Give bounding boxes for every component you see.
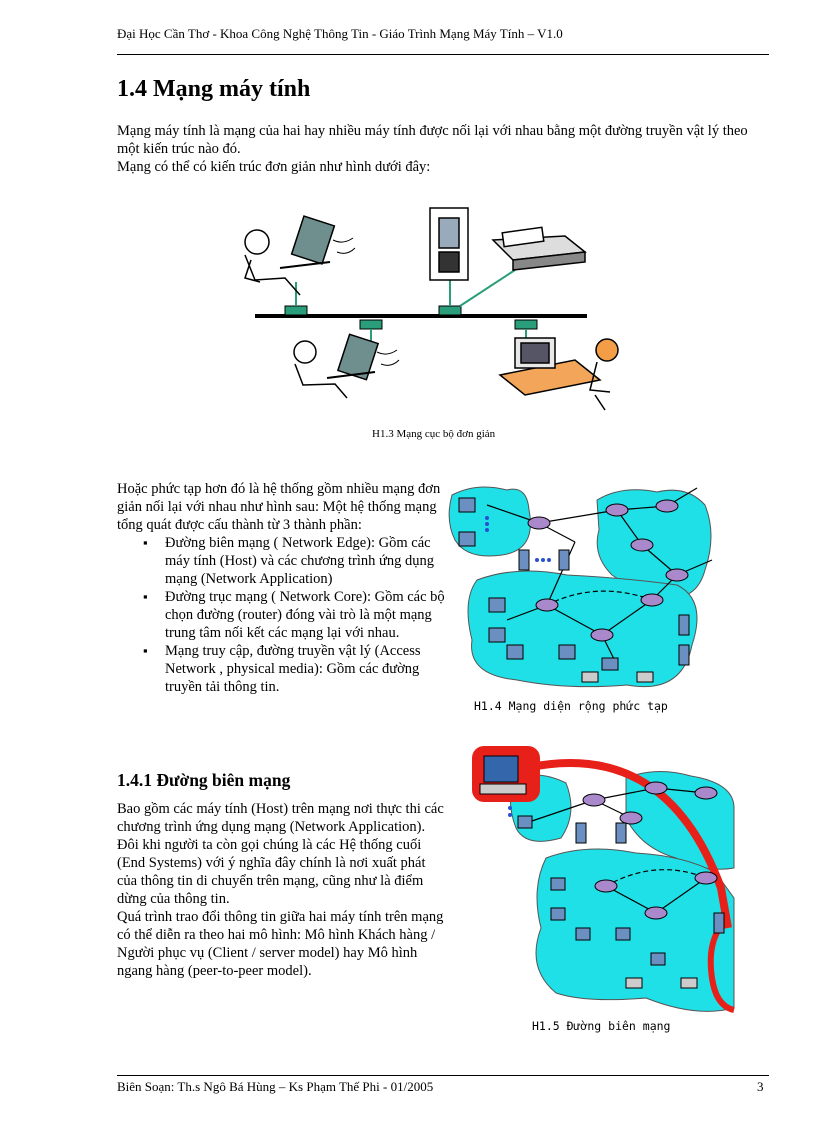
network-components-block [117,480,445,696]
figure-1-4-caption: H1.4 Mạng diện rộng phức tạp [474,699,668,713]
user-laptop-icon [245,216,355,295]
figure-1-3-caption: H1.3 Mạng cục bộ đơn giản [372,428,496,440]
page-number: 3 [757,1079,764,1094]
intro-paragraph-1: Mạng máy tính là mạng của hai hay nhiều máy tính được nối lại với nhau bằng một đường truyền vật lý theo một kiến trúc nào đó. [117,123,748,157]
footer-divider [117,1075,769,1076]
section-title: 1.4 Mạng máy tính [117,76,311,102]
network-edge-block [117,800,445,980]
simple-lan-figure [225,200,645,420]
page-footer: Biên Soạn: Th.s Ngô Bá Hùng – Ks Phạm Thế Phi - 01/2005 [117,1079,434,1094]
intro-paragraph-2: Mạng có thể có kiến trúc đơn giản như hình dưới đây: [117,159,431,175]
printer-icon [493,227,585,270]
highlighted-host-icon [472,746,540,802]
header-divider [117,54,769,55]
server-icon [430,208,468,280]
desktop-user-icon [500,338,618,410]
intro-block [117,122,767,176]
component-network-edge: ▪ Đường biên mạng ( Network Edge): Gồm các máy tính (Host) và các chương trình ứng dụng mạng (Network Application) [165,534,445,588]
user-laptop-icon-2 [294,334,399,398]
components-list [117,534,445,696]
subsection-title: 1.4.1 Đường biên mạng [117,770,291,790]
figure-1-5-caption: H1.5 Đường biên mạng [532,1019,671,1033]
page-header: Đại Học Cần Thơ - Khoa Công Nghệ Thông Tin - Giáo Trình Mạng Máy Tính – V1.0 [117,26,563,41]
component-network-core: ▪ Đường trục mạng ( Network Core): Gồm các bộ chọn đường (router) đóng vài trò là một mạng trung tâm nối kết các mạng lại với nhau. [165,588,445,642]
components-intro: Hoặc phức tạp hơn đó là hệ thống gồm nhiều mạng đơn giản nối lại với nhau như hình sau: Một hệ thống mạng tổng quát được cấu thành từ 3 thành phần: [117,481,441,533]
network-edge-figure [466,738,738,1018]
network-edge-paragraph-2: Quá trình trao đổi thông tin giữa hai máy tính trên mạng có thể diễn ra theo hai mô hình: Mô hình Khách hàng / Người phục vụ (Client / server model) hay Mô hình ngang hàng (peer-to-peer model). [117,909,444,979]
component-access-network: ▪ Mạng truy cập, đường truyền vật lý (Access Network , physical media): Gồm các đường truyền tải thông tin. [165,642,445,696]
wan-figure [447,480,737,695]
network-edge-paragraph-1: Bao gồm các máy tính (Host) trên mạng nơi thực thi các chương trình ứng dụng mạng (Network Application). Đôi khi người ta còn gọi chúng là các Hệ thống cuối (End Systems) với ý nghĩa đây chính là nơi xuất phát của thông tin di chuyển trên mạng, cũng như là điểm dừng của thông tin. [117,801,444,907]
